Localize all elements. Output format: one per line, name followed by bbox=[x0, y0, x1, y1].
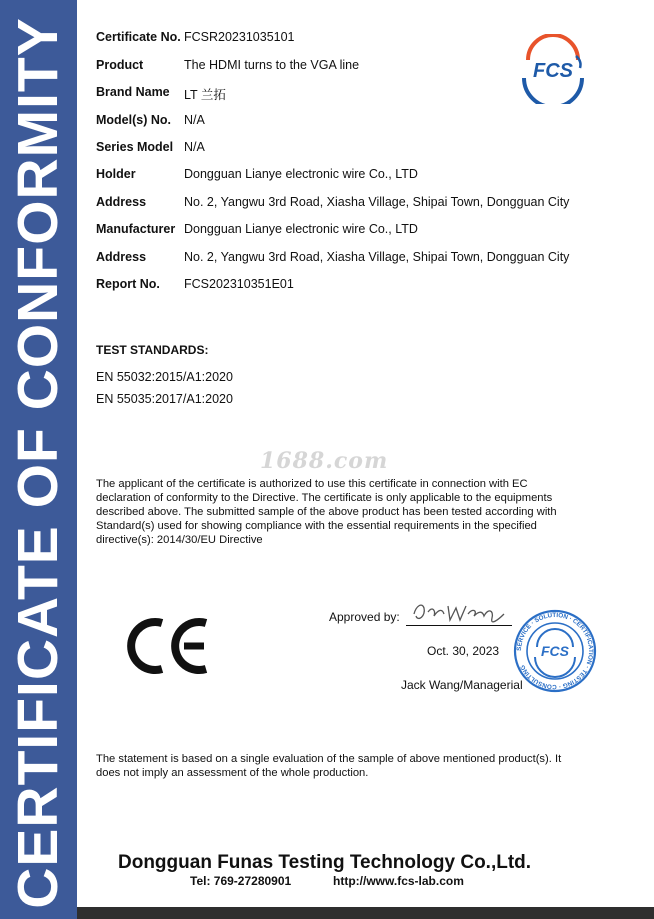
approved-by-label: Approved by: bbox=[329, 610, 400, 624]
sidebar-title: CERTIFICATE OF CONFORMITY bbox=[6, 17, 70, 909]
statement-line: Standard(s) used for showing compliance with the essential requirements in the specified bbox=[96, 520, 537, 532]
fcs-stamp bbox=[513, 609, 597, 693]
statement-line: The applicant of the certificate is authorized to use this certificate in connection with EC bbox=[96, 478, 528, 490]
test-standards-title: TEST STANDARDS: bbox=[96, 343, 209, 357]
watermark: 1688.com bbox=[260, 448, 389, 474]
field-value: N/A bbox=[184, 140, 205, 154]
field-value: FCSR20231035101 bbox=[184, 30, 295, 44]
field-label: Address bbox=[96, 250, 147, 264]
field-label: Series Model bbox=[96, 140, 174, 154]
field-value: No. 2, Yangwu 3rd Road, Xiasha Village, Shipai Town, Dongguan City bbox=[184, 195, 570, 209]
ce-c bbox=[131, 622, 162, 670]
footer-website: http://www.fcs-lab.com bbox=[333, 874, 464, 888]
field-label: Manufacturer bbox=[96, 222, 176, 236]
ce-mark-icon bbox=[124, 615, 210, 677]
field-label: Brand Name bbox=[96, 85, 170, 99]
signature bbox=[408, 596, 514, 628]
stamp-arc-bottom bbox=[535, 657, 575, 677]
signature-line bbox=[406, 625, 512, 626]
field-value: Dongguan Lianye electronic wire Co., LTD bbox=[184, 222, 418, 236]
field-label: Address bbox=[96, 195, 147, 209]
footer-company-name: Dongguan Funas Testing Technology Co.,Ltd. bbox=[118, 852, 532, 873]
field-label: Certificate No. bbox=[96, 30, 181, 44]
field-label: Product bbox=[96, 58, 144, 72]
logo-top-arc bbox=[528, 35, 578, 60]
fcs-logo bbox=[516, 34, 590, 104]
field-value: The HDMI turns to the VGA line bbox=[184, 58, 360, 72]
sidebar-banner bbox=[0, 0, 77, 919]
field-label: Holder bbox=[96, 167, 136, 181]
logo-text: FCS bbox=[533, 60, 573, 82]
stamp-center-text: FCS bbox=[541, 643, 569, 659]
statement-line: directive(s): 2014/30/EU Directive bbox=[96, 534, 263, 546]
statement-line: The statement is based on a single evaluation of the sample of above mentioned product(s). It bbox=[96, 753, 562, 765]
field-label: Report No. bbox=[96, 277, 160, 291]
field-value: LT 兰拓 bbox=[184, 88, 226, 102]
approval-date: Oct. 30, 2023 bbox=[427, 644, 500, 658]
evaluation-statement bbox=[96, 752, 606, 780]
field-value: FCS202310351E01 bbox=[184, 277, 294, 291]
statement-line: described above. The submitted sample of the above product has been tested according with bbox=[96, 506, 557, 518]
field-value: Dongguan Lianye electronic wire Co., LTD bbox=[184, 167, 418, 181]
bottom-rule bbox=[77, 907, 654, 919]
signature-stroke bbox=[414, 605, 504, 622]
field-value: No. 2, Yangwu 3rd Road, Xiasha Village, Shipai Town, Dongguan City bbox=[184, 250, 570, 264]
signer-name: Jack Wang/Managerial bbox=[401, 678, 523, 692]
standard-item: EN 55032:2015/A1:2020 bbox=[96, 370, 233, 384]
authorization-statement bbox=[96, 477, 606, 547]
stamp-ring-text: SERVICE · SOLUTION · CERTIFICATION · TESTING · CONSULTING bbox=[515, 611, 595, 691]
field-label: Model(s) No. bbox=[96, 113, 171, 127]
statement-line: does not imply an assessment of the whole production. bbox=[96, 767, 369, 779]
standard-item: EN 55035:2017/A1:2020 bbox=[96, 392, 233, 406]
field-value: N/A bbox=[184, 113, 205, 127]
statement-line: declaration of conformity to the Directive. The certificate is only applicable to the equipments bbox=[96, 492, 553, 504]
footer-telephone: Tel: 769-27280901 bbox=[190, 874, 292, 888]
